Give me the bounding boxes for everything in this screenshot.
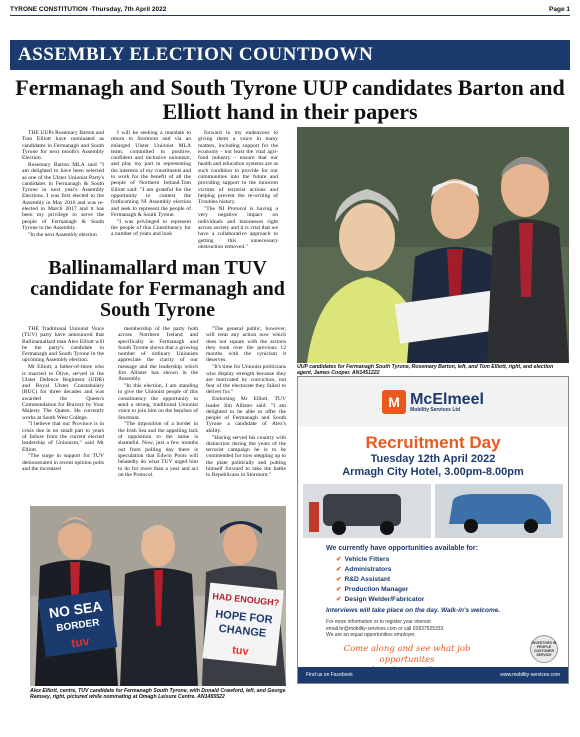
recruitment-title: Recruitment Day bbox=[365, 433, 501, 452]
role-item: ✔ R&D Assistant bbox=[336, 576, 391, 583]
check-icon: ✔ bbox=[336, 586, 342, 593]
story2-col1: THE Traditional Unionist Voice (TUV) party have announced that Ballinamallard man Alex Elliott will be the party's candidate in Fermanagh and South Tyrone in the upcoming Assembly election. Mr Elliott, a father-of-three who is married to Olive, served in the Ulster Defence Regiment (UDR) and Royal Ulster Constabulary (RUC) for three decades and was awarded the Queen's Commendation for Bravery by Your Majesty The Queen. He currently works at South West College. "I believe that our Province is in crisis due in no small part to years of failure from the current elected leadership of Unionism," said Mr Elliott. "The surge in support for TUV demonstrated in recent opinion polls and the increased bbox=[22, 326, 104, 473]
logo-subtitle: Mobility Services Ltd bbox=[410, 406, 461, 413]
mcelmeel-logo-icon: M bbox=[382, 390, 406, 414]
masthead-left: TYRONE CONSTITUTION -Thursday, 7th April 2022 bbox=[10, 6, 167, 13]
blue-van-photo bbox=[435, 484, 563, 538]
masthead bbox=[10, 4, 570, 16]
role-item: ✔ Administrators bbox=[336, 566, 392, 573]
story1-col3: forward in my endeavour to giving them a voice in many matters, including support for the economy - not least the vital agri-food industry - ensure that our health and education systems are as such condition to provide for our communities into the future and providing support to the innocent victims of terrorist actions and helping prevent the re-writing of Troubles history. "The NI Protocol is having a very negative impact on individuals and businesses right across society and it is vital that we have a collaborative approach to getting this unnecessary obstruction removed." bbox=[198, 130, 278, 250]
website-link[interactable]: www.mobility-services.com bbox=[500, 672, 560, 678]
advert-header bbox=[298, 377, 568, 427]
check-icon: ✔ bbox=[336, 576, 342, 583]
check-icon: ✔ bbox=[336, 596, 342, 603]
svg-text:BORDER: BORDER bbox=[55, 617, 101, 635]
svg-text:HOPE FOR: HOPE FOR bbox=[214, 608, 274, 627]
mcelmeel-logo bbox=[382, 390, 484, 414]
contact-info: For more information or to register your interest email hr@mobility-services.com or call 02837525333. We are an equal opportunities employer. bbox=[326, 619, 445, 638]
story1-col2: I will be seeking a mandate to return to Stormont and via an enlarged Ulster Unionist MLA team, committed to positive, confident and inclusive unionism, and play my part in representing the interests of my constituents and to work for the benefit of all the people of Northern Ireland.Tom Elliott said: "I am grateful for the opportunity to contest the forthcoming NI Assembly election and seek to represent the people of Fermanagh & South Tyrone. "I was privileged to represent the people of this Constituency for a number of years and look bbox=[111, 130, 191, 238]
check-icon: ✔ bbox=[336, 556, 342, 563]
check-icon: ✔ bbox=[336, 566, 342, 573]
role-item: ✔ Production Manager bbox=[336, 586, 409, 593]
story2-col2: membership of the party both across Northern Ireland and specifically in Fermanagh and South Tyrone shows that a growing number of ordinary Unionists appreciate the clarity of our message and the leadership which Jim Allister has shown in the Assembly. "In this election, I am standing to give the Unionist people of this constituency the opportunity to send a strong, traditional Unionist voice to join him on the benches of Stormont. "The imposition of a border in the Irish Sea and the appalling lack of opposition to the same is shameful. Now, just a few months out from polling day there is speculation that Edwin Poots will belatedly do what TUV urged him to do for more than a year and act on the Protocol. bbox=[118, 326, 198, 478]
tuv-subheadline: Ballinamallard man TUV candidate for Fermanagh and South Tyrone bbox=[30, 257, 285, 321]
walkin-note: Interviews will take place on the day. Walk-in's welcome. bbox=[326, 607, 501, 614]
facebook-link[interactable]: Find us on Facebook bbox=[306, 672, 353, 678]
role-item: ✔ Vehicle Fitters bbox=[336, 556, 390, 563]
recruitment-venue: Armagh City Hotel, 3.00pm-8.00pm bbox=[342, 466, 524, 478]
svg-text:HAD ENOUGH?: HAD ENOUGH? bbox=[211, 590, 280, 608]
uup-candidates-photo bbox=[297, 127, 569, 363]
story2-col3: "The general public, however, will treat any action now which does not square with the actions they took over the previous 12 months with the cynicism it deserves. "It's time for Unionist politicians who display strength because they are motivated by conviction, not fear of the electorate they failed to deliver for." Endorsing Mr Elliott, TUV leader Jim Allister said: "I am delighted to be able to offer the people of Fermanagh and South Tyrone a candidate of Alex's ability. "Having served his country with distinction during the years of the terrorist campaign he is to be commended for now stepping up to the plate politically and putting himself forward to take the battle to Republicans in Stormont." bbox=[206, 326, 286, 479]
section-banner: ASSEMBLY ELECTION COUNTDOWN bbox=[10, 40, 570, 70]
role-item: ✔ Design Welder/Fabricator bbox=[336, 596, 425, 603]
recruitment-date: Tuesday 12th April 2022 bbox=[370, 453, 496, 465]
investors-badge: INVESTORS IN PEOPLE CUSTOMER SERVICE bbox=[530, 635, 558, 663]
photo2-caption: Alex Elliott, centre, TUV candidate for Fermanagh South Tyrone, with Donald Crawford, left, and George Ramsey, right, pictured while nominating at Omagh Leisure Centre. AN1455522 bbox=[30, 688, 286, 700]
recruitment-advert bbox=[297, 376, 569, 684]
wheelchair-van-photo bbox=[303, 484, 431, 538]
advert-photos bbox=[298, 484, 568, 538]
photo1-caption: UUP candidates for Fermanagh South Tyrone, Rosemary Barton, left, and Tom Elliott, right, and election agent, James Cooper. AN1451222 bbox=[297, 364, 554, 376]
placard-no-sea-border: NO SEA bbox=[47, 597, 104, 622]
invitation-text: Come along and see what job opportunites bbox=[343, 643, 471, 665]
tuv-candidate-photo bbox=[30, 506, 286, 686]
story1-col1: THE UUPs Rosemary Barton and Tom Elliott have nominated as candidates in Fermanagh and South Tyrone for next month's Assembly Election. Rosemary Barton MLA said "I am delighted to have been selected as one of the Ulster Unionist Party's candidates in Fermanagh & South Tyrone in next year's Assembly Elections. I was first elected to the Assembly in May 2016 and was re-elected in March 2017 and it has been my privilege to serve the people of Fermanagh & South Tyrone in the Assembly. "In the next Assembly election bbox=[22, 130, 104, 238]
svg-text:tuv: tuv bbox=[70, 633, 91, 651]
headline: Fermanagh and South Tyrone UUP candidates Barton and Elliott hand in their papers bbox=[15, 75, 565, 124]
advert-footer bbox=[298, 667, 568, 683]
opportunities-heading: We currently have opportunities available for: bbox=[326, 545, 478, 552]
masthead-page: Page 1 bbox=[549, 6, 570, 13]
roles-list bbox=[336, 555, 568, 605]
svg-text:CHANGE: CHANGE bbox=[218, 622, 267, 640]
svg-text:tuv: tuv bbox=[231, 644, 250, 659]
logo-name: McElmeel bbox=[410, 390, 484, 408]
